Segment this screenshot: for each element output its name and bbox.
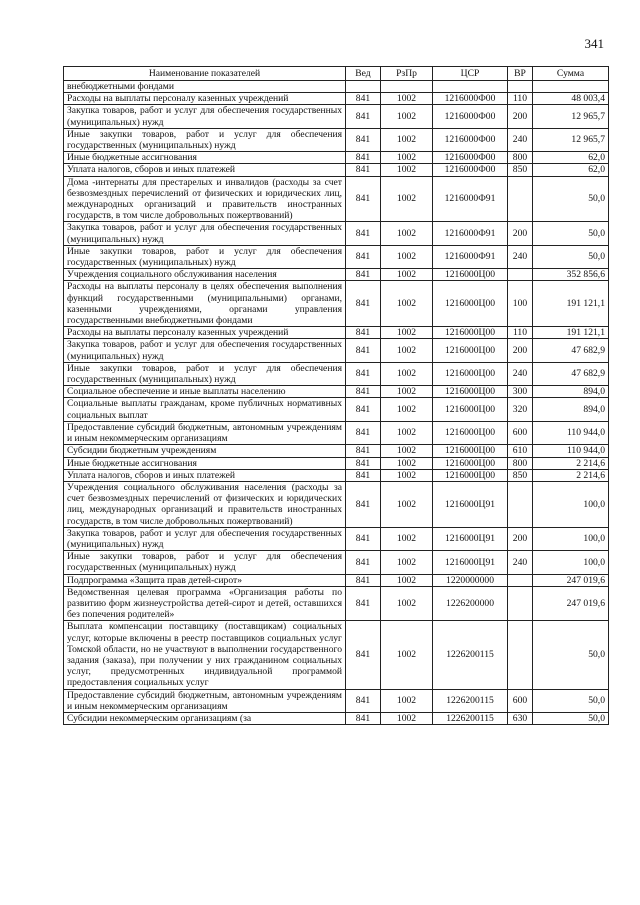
- header-vr: ВР: [508, 67, 533, 81]
- cell-rzpr: 1002: [381, 245, 433, 268]
- cell-vr: 300: [508, 386, 533, 398]
- cell-csr: 1216000Ц00: [433, 339, 508, 362]
- cell-sum: 2 214,6: [533, 469, 609, 481]
- cell-sum: 50,0: [533, 712, 609, 724]
- cell-csr: 1216000Ц91: [433, 481, 508, 527]
- cell-vr: 200: [508, 527, 533, 550]
- cell-sum: 50,0: [533, 222, 609, 245]
- cell-rzpr: 1002: [381, 327, 433, 339]
- cell-vr: [508, 574, 533, 586]
- cell-rzpr: 1002: [381, 457, 433, 469]
- cell-sum: 50,0: [533, 689, 609, 712]
- table-row: [64, 689, 609, 712]
- cell-vr: 800: [508, 457, 533, 469]
- cell-rzpr: 1002: [381, 93, 433, 105]
- cell-vr: 630: [508, 712, 533, 724]
- cell-rzpr: 1002: [381, 712, 433, 724]
- cell-ved: 841: [346, 586, 381, 621]
- cell-ved: 841: [346, 621, 381, 689]
- cell-rzpr: 1002: [381, 586, 433, 621]
- cell-sum: 62,0: [533, 164, 609, 176]
- cell-name: Ведомственная целевая программа «Организация работы по развитию форм жизнеустройства детей-сирот и детей, оставшихся без попечения родителей»: [64, 586, 346, 621]
- table-row: [64, 362, 609, 385]
- cell-name: Закупка товаров, работ и услуг для обеспечения государственных (муниципальных) нужд: [64, 527, 346, 550]
- cell-csr: 1226200115: [433, 621, 508, 689]
- cell-rzpr: 1002: [381, 574, 433, 586]
- cell-vr: 240: [508, 551, 533, 574]
- table-row: [64, 386, 609, 398]
- cell-vr: 100: [508, 281, 533, 327]
- cell-csr: 1216000Ц00: [433, 327, 508, 339]
- cell-ved: [346, 81, 381, 93]
- cell-rzpr: 1002: [381, 551, 433, 574]
- table-row: [64, 421, 609, 444]
- cell-name: Иные закупки товаров, работ и услуг для обеспечения государственных (муниципальных) нужд: [64, 551, 346, 574]
- cell-rzpr: 1002: [381, 469, 433, 481]
- cell-csr: 1216000Ц00: [433, 469, 508, 481]
- cell-sum: 50,0: [533, 176, 609, 222]
- table-row: [64, 457, 609, 469]
- cell-ved: 841: [346, 164, 381, 176]
- cell-rzpr: 1002: [381, 281, 433, 327]
- cell-vr: 200: [508, 339, 533, 362]
- table-row: [64, 712, 609, 724]
- cell-rzpr: 1002: [381, 689, 433, 712]
- cell-vr: [508, 81, 533, 93]
- cell-sum: [533, 81, 609, 93]
- cell-csr: 1216000Ц91: [433, 551, 508, 574]
- cell-rzpr: 1002: [381, 445, 433, 457]
- cell-sum: 47 682,9: [533, 362, 609, 385]
- cell-name: Учреждения социального обслуживания населения: [64, 269, 346, 281]
- cell-name: Учреждения социального обслуживания населения (расходы за счет безвозмездных перечислений от физических и юридических лиц, международных организаций и правительств иностранных государств, в том числе добровольных пожертвований): [64, 481, 346, 527]
- cell-csr: 1216000Ф91: [433, 222, 508, 245]
- cell-sum: 191 121,1: [533, 327, 609, 339]
- table-row: [64, 339, 609, 362]
- table-row: [64, 327, 609, 339]
- cell-name: Подпрограмма «Защита прав детей-сирот»: [64, 574, 346, 586]
- cell-csr: 1226200115: [433, 689, 508, 712]
- cell-ved: 841: [346, 152, 381, 164]
- cell-rzpr: 1002: [381, 128, 433, 151]
- cell-csr: 1216000Ц00: [433, 386, 508, 398]
- cell-name: Иные бюджетные ассигнования: [64, 152, 346, 164]
- table-row: [64, 621, 609, 689]
- cell-ved: 841: [346, 574, 381, 586]
- cell-vr: [508, 621, 533, 689]
- cell-ved: 841: [346, 481, 381, 527]
- cell-csr: 1216000Ф91: [433, 245, 508, 268]
- cell-name: Предоставление субсидий бюджетным, автономным учреждениям и иным некоммерческим организациям: [64, 689, 346, 712]
- cell-name: Предоставление субсидий бюджетным, автономным учреждениям и иным некоммерческим организациям: [64, 421, 346, 444]
- cell-ved: 841: [346, 527, 381, 550]
- cell-rzpr: 1002: [381, 339, 433, 362]
- budget-table: [63, 66, 609, 725]
- cell-sum: 2 214,6: [533, 457, 609, 469]
- cell-sum: 894,0: [533, 398, 609, 421]
- cell-sum: 100,0: [533, 551, 609, 574]
- cell-csr: 1216000Ф00: [433, 105, 508, 128]
- cell-rzpr: 1002: [381, 222, 433, 245]
- cell-ved: 841: [346, 445, 381, 457]
- table-row: [64, 222, 609, 245]
- cell-rzpr: 1002: [381, 105, 433, 128]
- table-row: [64, 152, 609, 164]
- cell-name: Расходы на выплаты персоналу казенных учреждений: [64, 93, 346, 105]
- cell-name: Расходы на выплаты персоналу казенных учреждений: [64, 327, 346, 339]
- cell-sum: 50,0: [533, 245, 609, 268]
- cell-rzpr: 1002: [381, 269, 433, 281]
- cell-name: Выплата компенсации поставщику (поставщикам) социальных услуг, которые включены в реестр поставщиков социальных услуг Томской области, но не участвуют в выполнении государственного задания (заказа), при получении у них гражданином социальных услуг, предусмотренных индивидуальной программой предоставления социальных услуг: [64, 621, 346, 689]
- table-row: [64, 445, 609, 457]
- cell-sum: 47 682,9: [533, 339, 609, 362]
- table-row: [64, 551, 609, 574]
- cell-vr: 800: [508, 152, 533, 164]
- cell-rzpr: 1002: [381, 481, 433, 527]
- cell-csr: 1216000Ф00: [433, 128, 508, 151]
- cell-csr: 1216000Ц00: [433, 398, 508, 421]
- cell-vr: [508, 269, 533, 281]
- cell-vr: 240: [508, 362, 533, 385]
- cell-rzpr: 1002: [381, 527, 433, 550]
- cell-vr: 850: [508, 469, 533, 481]
- cell-csr: 1226200115: [433, 712, 508, 724]
- cell-vr: [508, 586, 533, 621]
- table-row: [64, 128, 609, 151]
- cell-sum: 12 965,7: [533, 128, 609, 151]
- cell-name: Закупка товаров, работ и услуг для обеспечения государственных (муниципальных) нужд: [64, 339, 346, 362]
- cell-ved: 841: [346, 222, 381, 245]
- table-row: [64, 93, 609, 105]
- header-ved: Вед: [346, 67, 381, 81]
- cell-csr: 1216000Ц91: [433, 527, 508, 550]
- cell-name: Дома -интернаты для престарелых и инвалидов (расходы за счет безвозмездных перечислений от физических и юридических лиц, международных организаций и правительств иностранных государств, в том числе добровольных пожертвований): [64, 176, 346, 222]
- cell-ved: 841: [346, 339, 381, 362]
- cell-ved: 841: [346, 362, 381, 385]
- cell-vr: 320: [508, 398, 533, 421]
- cell-name: Закупка товаров, работ и услуг для обеспечения государственных (муниципальных) нужд: [64, 105, 346, 128]
- cell-sum: 110 944,0: [533, 445, 609, 457]
- cell-sum: 110 944,0: [533, 421, 609, 444]
- cell-name: Уплата налогов, сборов и иных платежей: [64, 164, 346, 176]
- cell-csr: 1216000Ф00: [433, 93, 508, 105]
- cell-name: Субсидии некоммерческим организациям (за: [64, 712, 346, 724]
- cell-vr: 240: [508, 128, 533, 151]
- cell-csr: 1216000Ц00: [433, 421, 508, 444]
- cell-sum: 247 019,6: [533, 586, 609, 621]
- cell-ved: 841: [346, 689, 381, 712]
- cell-csr: 1216000Ц00: [433, 269, 508, 281]
- cell-ved: 841: [346, 281, 381, 327]
- cell-csr: 1216000Ф00: [433, 152, 508, 164]
- cell-sum: 247 019,6: [533, 574, 609, 586]
- cell-rzpr: 1002: [381, 421, 433, 444]
- cell-sum: 50,0: [533, 621, 609, 689]
- cell-ved: 841: [346, 105, 381, 128]
- cell-sum: 894,0: [533, 386, 609, 398]
- cell-sum: 12 965,7: [533, 105, 609, 128]
- table-row: [64, 574, 609, 586]
- cell-csr: [433, 81, 508, 93]
- table-row: [64, 469, 609, 481]
- table-row: [64, 245, 609, 268]
- cell-csr: 1220000000: [433, 574, 508, 586]
- cell-ved: 841: [346, 398, 381, 421]
- cell-ved: 841: [346, 457, 381, 469]
- cell-vr: 110: [508, 327, 533, 339]
- cell-vr: [508, 481, 533, 527]
- cell-sum: 48 003,4: [533, 93, 609, 105]
- cell-name: внебюджетными фондами: [64, 81, 346, 93]
- cell-csr: 1216000Ф91: [433, 176, 508, 222]
- cell-rzpr: 1002: [381, 398, 433, 421]
- table-row: [64, 398, 609, 421]
- cell-rzpr: [381, 81, 433, 93]
- cell-name: Иные закупки товаров, работ и услуг для обеспечения государственных (муниципальных) нужд: [64, 362, 346, 385]
- header-sum: Сумма: [533, 67, 609, 81]
- cell-vr: 240: [508, 245, 533, 268]
- cell-name: Субсидии бюджетным учреждениям: [64, 445, 346, 457]
- header-csr: ЦСР: [433, 67, 508, 81]
- cell-name: Иные закупки товаров, работ и услуг для обеспечения государственных (муниципальных) нужд: [64, 245, 346, 268]
- cell-rzpr: 1002: [381, 176, 433, 222]
- cell-rzpr: 1002: [381, 362, 433, 385]
- cell-vr: 110: [508, 93, 533, 105]
- cell-rzpr: 1002: [381, 164, 433, 176]
- table-row: [64, 105, 609, 128]
- cell-csr: 1216000Ф00: [433, 164, 508, 176]
- cell-csr: 1216000Ц00: [433, 445, 508, 457]
- table-row: [64, 269, 609, 281]
- cell-vr: 200: [508, 222, 533, 245]
- cell-ved: 841: [346, 128, 381, 151]
- cell-name: Социальное обеспечение и иные выплаты населению: [64, 386, 346, 398]
- cell-vr: 610: [508, 445, 533, 457]
- cell-ved: 841: [346, 386, 381, 398]
- cell-ved: 841: [346, 712, 381, 724]
- cell-ved: 841: [346, 93, 381, 105]
- header-rzpr: РзПр: [381, 67, 433, 81]
- cell-sum: 352 856,6: [533, 269, 609, 281]
- cell-sum: 100,0: [533, 527, 609, 550]
- cell-rzpr: 1002: [381, 386, 433, 398]
- cell-ved: 841: [346, 269, 381, 281]
- cell-csr: 1216000Ц00: [433, 457, 508, 469]
- table-row: [64, 281, 609, 327]
- cell-vr: [508, 176, 533, 222]
- cell-ved: 841: [346, 551, 381, 574]
- table-row: [64, 586, 609, 621]
- cell-csr: 1226200000: [433, 586, 508, 621]
- cell-vr: 850: [508, 164, 533, 176]
- table-row: [64, 81, 609, 93]
- table-header-row: [64, 67, 609, 81]
- cell-rzpr: 1002: [381, 621, 433, 689]
- cell-name: Социальные выплаты гражданам, кроме публичных нормативных социальных выплат: [64, 398, 346, 421]
- cell-sum: 62,0: [533, 152, 609, 164]
- cell-ved: 841: [346, 469, 381, 481]
- cell-name: Расходы на выплаты персоналу в целях обеспечения выполнения функций государственными (муниципальными) органами, казенными учреждениями, органами управления государственными внебюджетными фондами: [64, 281, 346, 327]
- cell-ved: 841: [346, 421, 381, 444]
- page-number: 341: [584, 36, 604, 51]
- cell-ved: 841: [346, 245, 381, 268]
- cell-name: Закупка товаров, работ и услуг для обеспечения государственных (муниципальных) нужд: [64, 222, 346, 245]
- cell-csr: 1216000Ц00: [433, 362, 508, 385]
- cell-name: Иные закупки товаров, работ и услуг для обеспечения государственных (муниципальных) нужд: [64, 128, 346, 151]
- cell-vr: 600: [508, 421, 533, 444]
- table-row: [64, 481, 609, 527]
- cell-rzpr: 1002: [381, 152, 433, 164]
- cell-vr: 200: [508, 105, 533, 128]
- cell-vr: 600: [508, 689, 533, 712]
- table-row: [64, 176, 609, 222]
- cell-csr: 1216000Ц00: [433, 281, 508, 327]
- table-row: [64, 527, 609, 550]
- table-row: [64, 164, 609, 176]
- header-name: Наименование показателей: [64, 67, 346, 81]
- cell-ved: 841: [346, 176, 381, 222]
- cell-name: Уплата налогов, сборов и иных платежей: [64, 469, 346, 481]
- cell-sum: 100,0: [533, 481, 609, 527]
- cell-name: Иные бюджетные ассигнования: [64, 457, 346, 469]
- cell-ved: 841: [346, 327, 381, 339]
- cell-sum: 191 121,1: [533, 281, 609, 327]
